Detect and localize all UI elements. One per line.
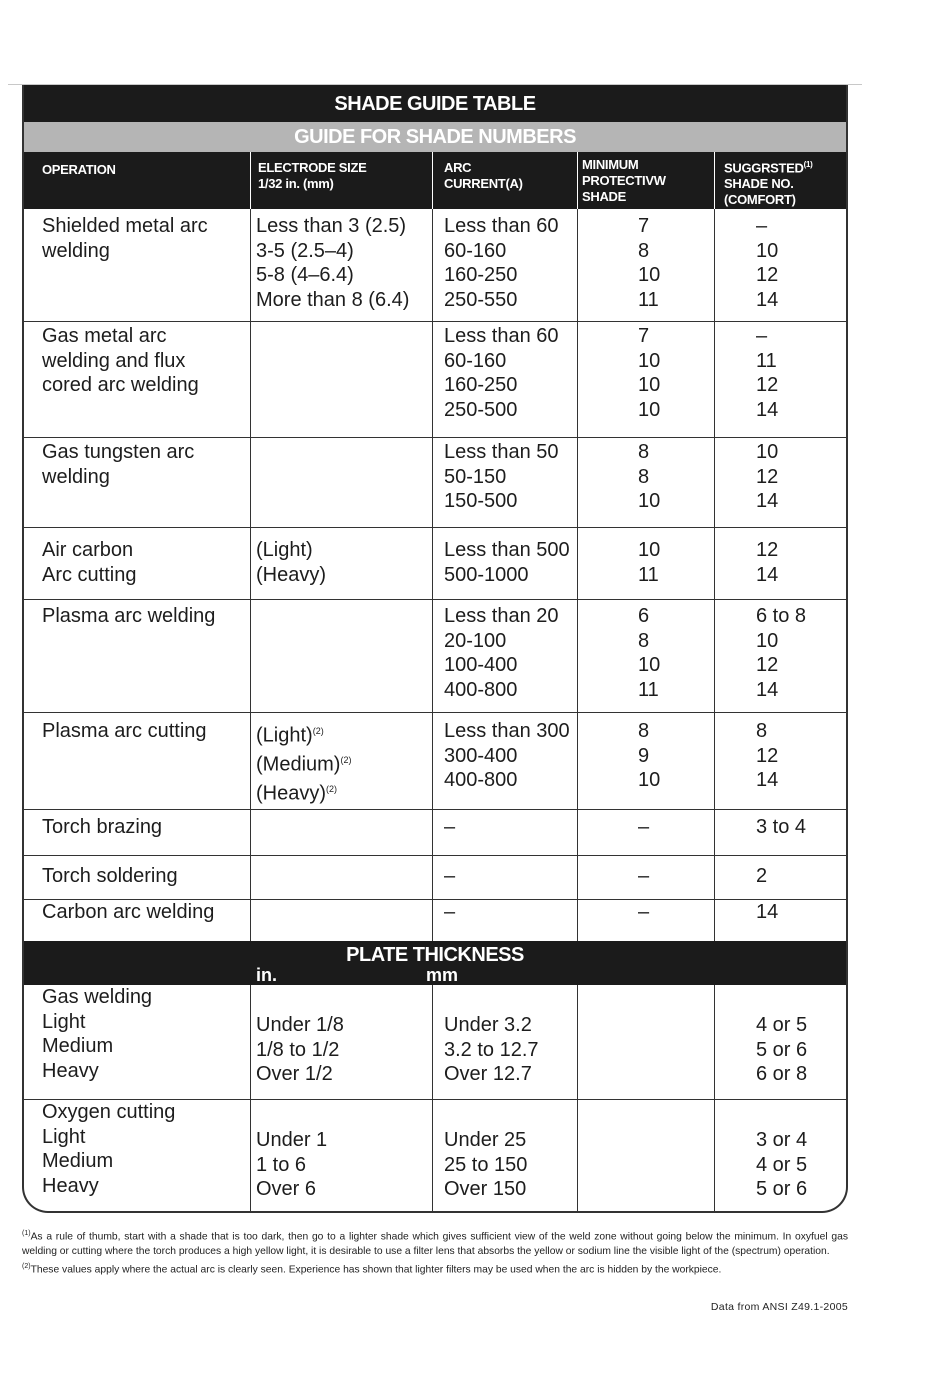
plate-thickness-header (24, 941, 846, 985)
column-divider (714, 209, 715, 941)
plate-thickness-title: PLATE THICKNESS (346, 944, 524, 966)
operation-cell (42, 538, 252, 600)
minimum-shade-cell-line: 10 (638, 539, 661, 561)
operation-cell (42, 1100, 252, 1213)
minimum-shade-cell-line: 9 (638, 744, 650, 767)
suggested-shade-cell-line: 3 to 4 (756, 816, 807, 838)
arc-current-cell-line: – (444, 816, 456, 838)
operation-cell (42, 864, 252, 900)
operation-cell (42, 324, 252, 438)
operation-cell-line: Arc cutting (42, 563, 137, 586)
minimum-shade-cell (638, 815, 718, 856)
table-row (24, 855, 846, 900)
operation-cell-line: Gas welding (42, 986, 153, 1008)
minimum-shade-cell-line: 11 (638, 678, 659, 701)
arc-current-cell (444, 719, 584, 810)
plate-mm-cell-line: Over 12.7 (444, 1063, 532, 1085)
arc-current-cell-line: 60-160 (444, 239, 507, 262)
header-min-line1: MINIMUM (582, 157, 639, 172)
header-minimum-shade (582, 157, 666, 205)
operation-cell-line: Light (42, 1125, 86, 1148)
plate-mm-cell-line: Under 3.2 (444, 1014, 532, 1036)
operation-cell-line: Carbon arc welding (42, 901, 215, 923)
table-row (24, 209, 846, 321)
plate-mm-cell-line: Under 25 (444, 1129, 527, 1151)
column-divider (577, 209, 578, 941)
operation-cell-line: Heavy (42, 1059, 99, 1082)
operation-cell (42, 440, 252, 528)
electrode-size-cell-line: (Heavy) (256, 563, 327, 586)
arc-current-cell-line: Less than 50 (444, 441, 559, 463)
suggested-shade-cell-line: 6 or 8 (756, 1063, 808, 1085)
arc-current-cell-line: 400-800 (444, 769, 518, 791)
operation-cell-line: Oxygen cutting (42, 1101, 176, 1123)
header-min-line2: PROTECTIVW (582, 173, 666, 188)
arc-current-cell-line: 250-550 (444, 288, 518, 311)
minimum-shade-cell-line: 10 (638, 490, 661, 512)
operation-cell-line: Gas metal arc (42, 325, 167, 347)
suggested-shade-cell-line: 5 or 6 (756, 1178, 808, 1200)
operation-cell-line: welding and flux (42, 349, 186, 372)
arc-current-cell (444, 864, 584, 900)
suggested-shade-cell-line: 14 (756, 288, 779, 311)
plate-mm-cell-line: 3.2 to 12.7 (444, 1038, 539, 1061)
minimum-shade-cell-line: 10 (638, 769, 661, 791)
minimum-shade-cell-line: 8 (638, 720, 650, 742)
column-divider (432, 985, 433, 1213)
plate-mm-cell-line: 25 to 150 (444, 1153, 528, 1176)
column-header-row (24, 152, 846, 209)
suggested-shade-cell (756, 1013, 836, 1099)
electrode-size-cell-line: (Light)$^{(2)}$ (256, 724, 324, 747)
electrode-size-cell (256, 214, 428, 321)
plate-inches-cell-line: 1 to 6 (256, 1153, 307, 1176)
minimum-shade-cell-line: – (638, 901, 650, 923)
header-sugg-line3: (COMFORT) (724, 192, 796, 208)
minimum-shade-cell (638, 900, 718, 942)
minimum-shade-cell-line: 10 (638, 398, 661, 421)
suggested-shade-cell-line: 10 (756, 629, 779, 652)
column-divider (432, 152, 433, 209)
operation-cell (42, 719, 252, 810)
operation-cell (42, 900, 252, 942)
suggested-shade-cell (756, 440, 836, 528)
arc-current-cell-line: Less than 20 (444, 605, 559, 627)
table-row (24, 809, 846, 856)
suggested-shade-cell-line: 5 or 6 (756, 1038, 808, 1061)
minimum-shade-cell-line: 7 (638, 325, 650, 347)
suggested-shade-cell-line: 12 (756, 264, 779, 286)
plate-mm-label: mm (426, 965, 459, 985)
suggested-shade-cell-line: 4 or 5 (756, 1014, 808, 1036)
electrode-size-cell-line: More than 8 (6.4) (256, 288, 410, 311)
arc-current-cell (444, 440, 584, 528)
column-divider (250, 209, 251, 941)
suggested-shade-cell-line: 10 (756, 441, 779, 463)
suggested-shade-cell (756, 815, 836, 856)
minimum-shade-cell-line: 6 (638, 605, 650, 627)
plate-inches-cell (256, 1013, 428, 1099)
electrode-size-cell-line: 5-8 (4–6.4) (256, 264, 354, 286)
table-row (24, 712, 846, 810)
arc-current-cell-line: – (444, 901, 456, 923)
plate-inches-cell-line: Over 1/2 (256, 1063, 333, 1085)
electrode-size-cell-line: (Light) (256, 539, 313, 561)
electrode-size-cell (256, 900, 428, 942)
operation-cell-line: Plasma arc cutting (42, 720, 207, 742)
operation-cell-line: welding (42, 465, 110, 488)
table-row (24, 599, 846, 713)
arc-current-cell-line: 300-400 (444, 744, 518, 767)
operation-cell-line: welding (42, 239, 110, 262)
suggested-shade-cell-line: 12 (756, 744, 779, 767)
operation-cell (42, 214, 252, 321)
suggested-shade-cell (756, 864, 836, 900)
header-arc-line2: CURRENT(A) (444, 176, 523, 191)
suggested-shade-cell-line: 12 (756, 374, 779, 396)
suggested-shade-cell-line: 10 (756, 239, 779, 262)
suggested-shade-cell-line: 14 (756, 563, 779, 586)
minimum-shade-cell-line: – (638, 865, 650, 887)
column-divider (714, 985, 715, 1213)
suggested-shade-cell (756, 604, 836, 713)
suggested-shade-cell-line: 14 (756, 490, 779, 512)
arc-current-cell-line: – (444, 865, 456, 887)
arc-current-cell-line: 250-500 (444, 398, 518, 421)
suggested-shade-cell-line: 4 or 5 (756, 1153, 808, 1176)
column-divider (250, 985, 251, 1213)
minimum-shade-cell-line: 10 (638, 349, 661, 372)
suggested-shade-cell-line: 8 (756, 720, 768, 742)
arc-current-cell (444, 815, 584, 856)
operation-cell (42, 815, 252, 856)
plate-inches-cell-line: Under 1/8 (256, 1014, 344, 1036)
operation-cell (42, 604, 252, 713)
shade-guide-table (22, 85, 848, 1213)
suggested-shade-cell (756, 538, 836, 600)
electrode-size-cell-line: (Heavy)$^{(2)}$ (256, 782, 338, 805)
operation-cell-line: Heavy (42, 1174, 99, 1197)
arc-current-cell (444, 900, 584, 942)
operation-cell-line: Plasma arc welding (42, 605, 216, 627)
minimum-shade-cell-line: 8 (638, 441, 650, 463)
electrode-size-cell-line: (Medium)$^{(2)}$ (256, 753, 352, 776)
footnote-2: $^{(2)}$These values apply where the actual arc is clearly seen. Experience has shown that lighter filters may be used when the arc is hidden by the workpiece. (22, 1263, 722, 1276)
minimum-shade-cell-line: 7 (638, 215, 650, 237)
minimum-shade-cell-line: 11 (638, 288, 659, 311)
arc-current-cell (444, 604, 584, 713)
suggested-shade-cell (756, 214, 836, 321)
minimum-shade-cell (638, 440, 718, 528)
minimum-shade-cell-line: 10 (638, 264, 661, 286)
operation-cell-line: Medium (42, 1035, 114, 1057)
suggested-shade-cell-line: 12 (756, 654, 779, 676)
minimum-shade-cell-line: 10 (638, 374, 661, 396)
arc-current-cell (444, 538, 584, 600)
operation-cell-line: Torch brazing (42, 816, 163, 838)
plate-inches-cell (256, 1128, 428, 1213)
minimum-shade-cell-line: 8 (638, 239, 650, 262)
operation-cell-line: Gas tungsten arc (42, 441, 195, 463)
suggested-shade-cell (756, 719, 836, 810)
minimum-shade-cell (638, 538, 718, 600)
arc-current-cell-line: Less than 500 (444, 539, 570, 561)
plate-row (24, 985, 846, 1099)
suggested-shade-cell-line: 12 (756, 465, 779, 488)
suggested-shade-cell-line: 14 (756, 678, 779, 701)
header-sugg-line2: SHADE NO. (724, 176, 794, 192)
suggested-shade-cell-line: 14 (756, 769, 779, 791)
header-suggested-shade (724, 157, 813, 208)
column-divider (577, 985, 578, 1213)
arc-current-cell-line: 500-1000 (444, 563, 529, 586)
minimum-shade-cell-line: 8 (638, 465, 650, 488)
suggested-shade-cell-line: 12 (756, 539, 779, 561)
operation-cell-line: Light (42, 1010, 86, 1033)
column-divider (577, 152, 578, 209)
operation-cell-line: Medium (42, 1150, 114, 1172)
electrode-size-cell (256, 538, 428, 600)
plate-inches-cell-line: Over 6 (256, 1178, 317, 1200)
electrode-size-cell (256, 815, 428, 856)
minimum-shade-cell (638, 324, 718, 438)
minimum-shade-cell-line: 11 (638, 563, 659, 586)
arc-current-cell-line: 60-160 (444, 349, 507, 372)
suggested-shade-cell-line: 11 (756, 349, 777, 372)
operation-cell (42, 985, 252, 1099)
suggested-shade-cell (756, 1128, 836, 1213)
header-arc-line1: ARC (444, 160, 472, 175)
header-electrode-line1: ELECTRODE SIZE (258, 160, 367, 175)
arc-current-cell-line: 400-800 (444, 678, 518, 701)
plate-in-label: in. (256, 965, 277, 985)
arc-current-cell (444, 214, 584, 321)
plate-inches-cell-line: Under 1 (256, 1129, 328, 1151)
table-subtitle: GUIDE FOR SHADE NUMBERS (24, 122, 846, 152)
suggested-shade-cell-line: – (756, 325, 768, 347)
header-sugg-line1: SUGGRSTED$^{(1)}$ (724, 160, 813, 176)
column-divider (250, 152, 251, 209)
electrode-size-cell-line: 3-5 (2.5–4) (256, 239, 354, 262)
suggested-shade-cell-line: 2 (756, 865, 768, 887)
footnote-1: $^{(1)}$As a rule of thumb, start with a shade that is too dark, then go to a lighter shade which gives sufficient view of the weld zone without going below the minimum. In oxyfuel gas welding or cutting where the torch produces a high yellow light, it is desirable to use a filter lens that absorbs the yellow or sodium line the visible light of the (spectrum) operation. (22, 1230, 848, 1258)
arc-current-cell-line: 100-400 (444, 654, 518, 676)
table-row (24, 527, 846, 600)
operation-cell-line: Shielded metal arc (42, 215, 208, 237)
arc-current-cell-line: Less than 60 (444, 325, 559, 347)
arc-current-cell-line: 20-100 (444, 629, 507, 652)
plate-inches-cell-line: 1/8 to 1/2 (256, 1038, 340, 1061)
suggested-shade-cell-line: 14 (756, 398, 779, 421)
electrode-size-cell (256, 324, 428, 438)
electrode-size-cell (256, 719, 428, 810)
header-arc-current (444, 160, 523, 192)
arc-current-cell (444, 324, 584, 438)
header-operation: OPERATION (42, 162, 116, 177)
column-divider (714, 152, 715, 209)
arc-current-cell-line: 150-500 (444, 490, 518, 512)
arc-current-cell-line: Less than 300 (444, 720, 570, 742)
footnotes (22, 1226, 848, 1278)
header-electrode-size (258, 160, 366, 192)
arc-current-cell-line: 50-150 (444, 465, 507, 488)
plate-mm-cell-line: Over 150 (444, 1178, 527, 1200)
minimum-shade-cell (638, 604, 718, 713)
electrode-size-cell-line: Less than 3 (2.5) (256, 215, 407, 237)
minimum-shade-cell-line: 8 (638, 629, 650, 652)
electrode-size-cell (256, 864, 428, 900)
minimum-shade-cell-line: – (638, 816, 650, 838)
table-row (24, 437, 846, 528)
plate-row (24, 1099, 846, 1213)
plate-mm-cell (444, 1013, 584, 1099)
suggested-shade-cell-line: 14 (756, 901, 779, 923)
suggested-shade-cell-line: 6 to 8 (756, 605, 807, 627)
table-row (24, 899, 846, 942)
operation-cell-line: cored arc welding (42, 374, 199, 396)
arc-current-cell-line: Less than 60 (444, 215, 559, 237)
data-source-credit: Data from ANSI Z49.1-2005 (710, 1301, 848, 1313)
minimum-shade-cell-line: 10 (638, 654, 661, 676)
suggested-shade-cell-line: 3 or 4 (756, 1129, 808, 1151)
header-electrode-line2: 1/32 in. (mm) (258, 176, 334, 191)
operation-cell-line: Torch soldering (42, 865, 178, 887)
column-divider (432, 209, 433, 941)
minimum-shade-cell (638, 214, 718, 321)
table-title: SHADE GUIDE TABLE (24, 85, 846, 122)
plate-mm-cell (444, 1128, 584, 1213)
arc-current-cell-line: 160-250 (444, 264, 518, 286)
minimum-shade-cell (638, 719, 718, 810)
suggested-shade-cell (756, 900, 836, 942)
minimum-shade-cell (638, 864, 718, 900)
operation-cell-line: Air carbon (42, 539, 134, 561)
electrode-size-cell (256, 604, 428, 713)
electrode-size-cell (256, 440, 428, 528)
suggested-shade-cell-line: – (756, 215, 768, 237)
header-min-line3: SHADE (582, 189, 627, 204)
arc-current-cell-line: 160-250 (444, 374, 518, 396)
table-row (24, 321, 846, 438)
suggested-shade-cell (756, 324, 836, 438)
